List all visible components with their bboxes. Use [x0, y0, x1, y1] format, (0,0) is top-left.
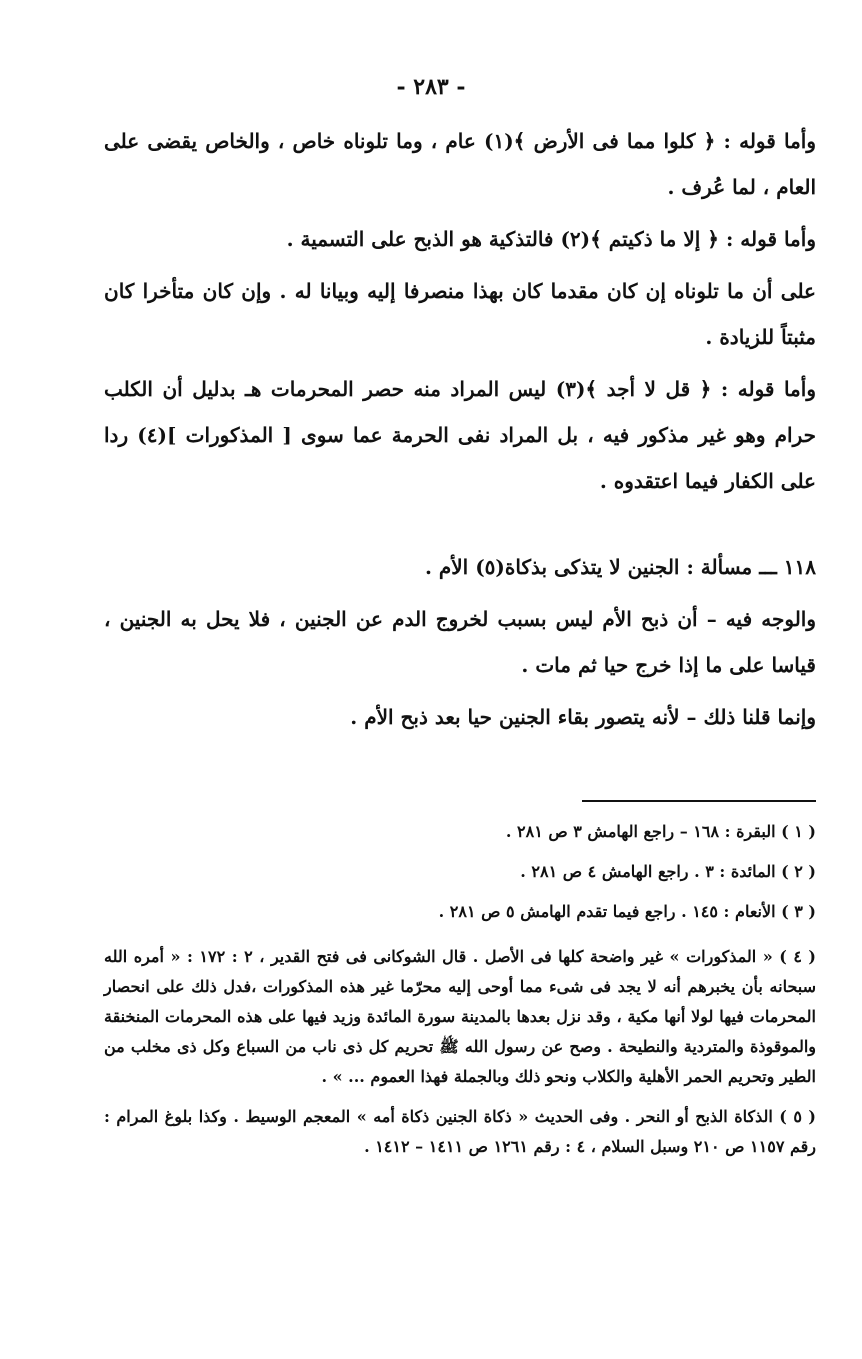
paragraph-6: والوجه فيه – أن ذبح الأم ليس بسبب لخروج الدم عن الجنين ، فلا يحل به الجنين ، قياسا على ما إذا خرج حيا ثم مات . [104, 607, 816, 677]
footnote-4: ( ٤ ) « المذكورات » غير واضحة كلها فى الأصل . قال الشوكانى فى فتح القدير ، ٢ : ١٧٢ : « أمره الله سبحانه بأن يخبرهم أنه لا يجد فى شىء مما أوحى إليه محرّما غير هذه المذكورات ،فدل ذلك على انحصار المحرمات فيها لولا أنها مكية ، وقد نزل بعدها بالمدينة سورة المائدة وزيد فيها على هذه المحرمات المنخنقة والموقوذة والمتردية والنطيحة . وصح عن رسول الله ﷺ تحريم كل ذى ناب من السباع وكل ذى مخلب من الطير وتحريم الحمر الأهلية والكلاب ونحو ذلك وبالجملة فهذا العموم ... » . [104, 947, 816, 1086]
footnote-1: ( ١ ) البقرة : ١٦٨ – راجع الهامش ٣ ص ٢٨١ . [505, 822, 816, 841]
footnote-divider [582, 800, 816, 802]
paragraph-4: وأما قوله : ﴿ قل لا أجد ﴾(٣) ليس المراد منه حصر المحرمات هـ بدليل أن الكلب حرام وهو غير مذكور فيه ، بل المراد نفى الحرمة عما سوى [ المذكورات ](٤) ردا على الكفار فيما اعتقدوه . [104, 377, 816, 493]
main-text [104, 118, 816, 740]
page-number: - ٢٨٣ - [396, 74, 466, 100]
paragraph-7: وإنما قلنا ذلك – لأنه يتصور بقاء الجنين حيا بعد ذبح الأم . [350, 705, 816, 729]
footnote-5: ( ٥ ) الذكاة الذبح أو النحر . وفى الحديث « ذكاة الجنين ذكاة أمه » المعجم الوسيط . وكذا بلوغ المرام : رقم ١١٥٧ ص ٢١٠ وسبل السلام ، ٤ : رقم ١٢٦١ ص ١٤١١ – ١٤١٢ . [104, 1107, 817, 1156]
footnotes [104, 812, 816, 1162]
issue-heading-118: ١١٨ ـــ مسألة : الجنين لا يتذكى بذكاة(٥) الأم . [424, 555, 816, 579]
footnote-2: ( ٢ ) المائدة : ٣ . راجع الهامش ٤ ص ٢٨١ . [520, 862, 816, 881]
paragraph-1: وأما قوله : ﴿ كلوا مما فى الأرض ﴾(١) عام ، وما تلوناه خاص ، والخاص يقضى على العام ، لما عُرف . [104, 129, 816, 199]
footnote-3: ( ٣ ) الأنعام : ١٤٥ . راجع فيما تقدم الهامش ٥ ص ٢٨١ . [438, 902, 816, 921]
paragraph-2: وأما قوله : ﴿ إلا ما ذكيتم ﴾(٢) فالتذكية هو الذبح على التسمية . [286, 227, 816, 251]
paragraph-3: على أن ما تلوناه إن كان مقدما كان بهذا منصرفا إليه وبيانا له . وإن كان متأخرا كان مثبتاً للزيادة . [104, 279, 816, 349]
